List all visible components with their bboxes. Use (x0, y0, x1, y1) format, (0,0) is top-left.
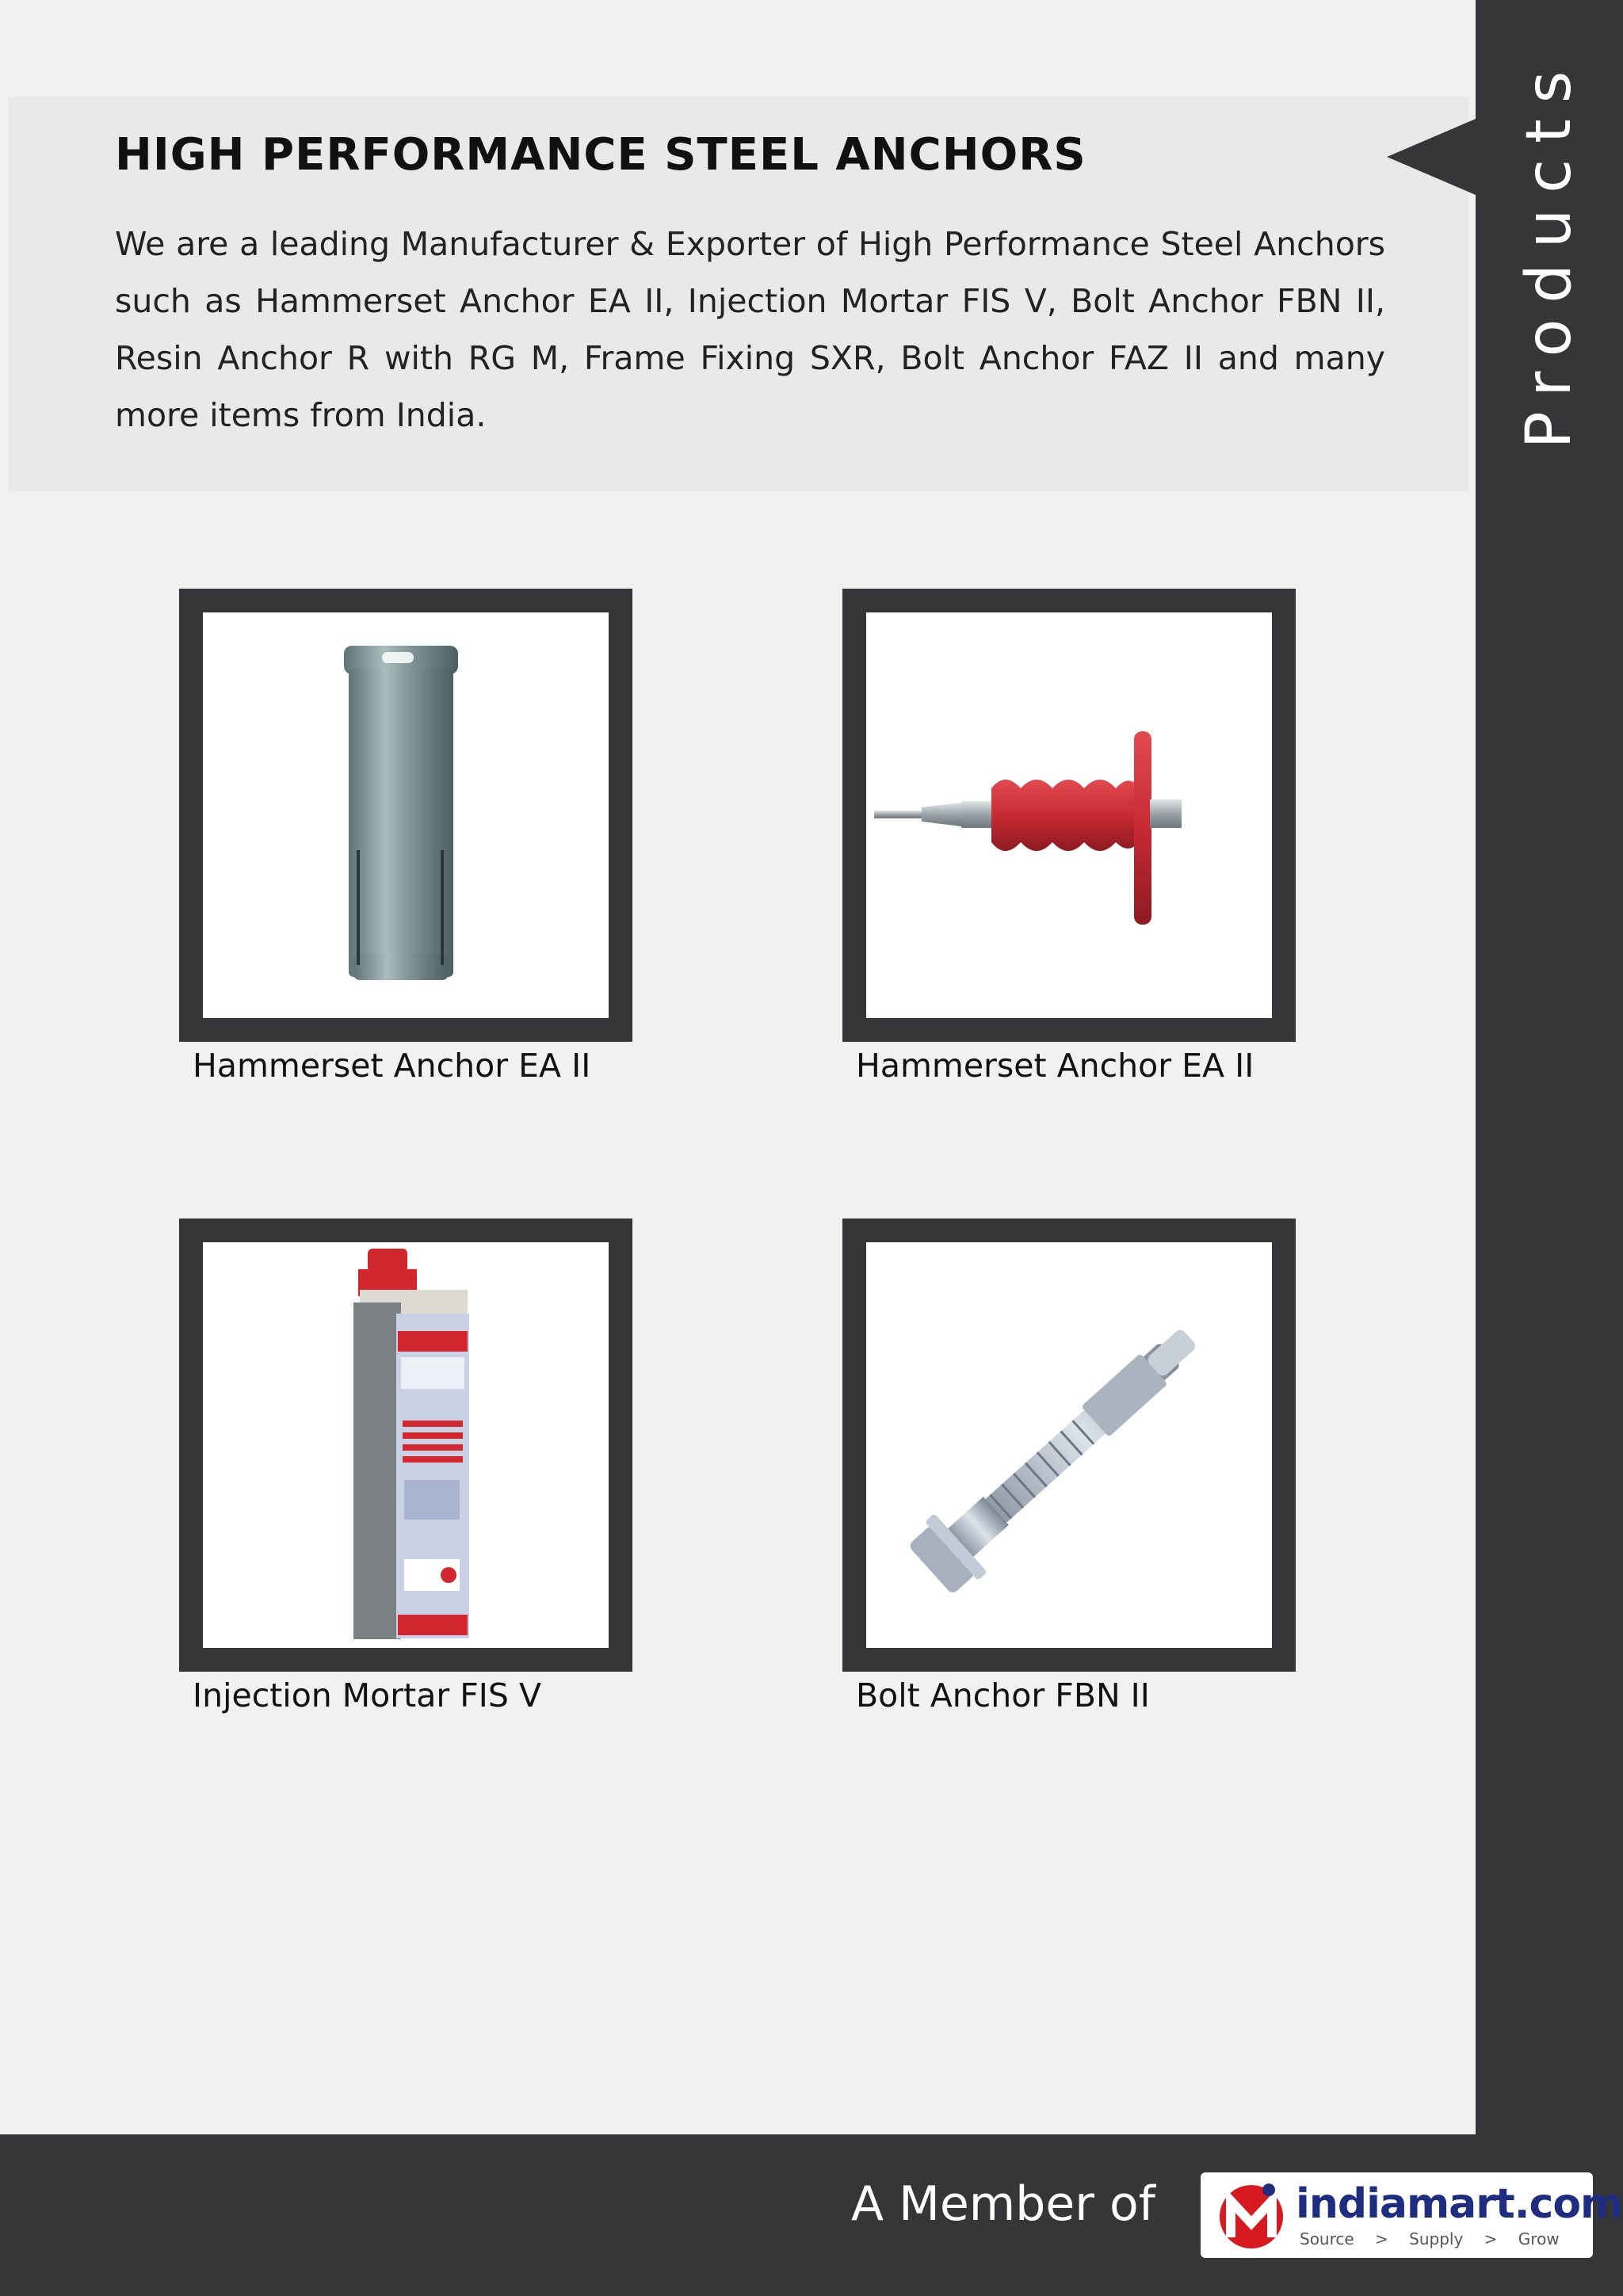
setting-tool-image (866, 612, 1272, 1018)
product-caption[interactable]: Hammerset Anchor EA II (193, 1047, 591, 1085)
product-card[interactable] (842, 1219, 1296, 1716)
member-text: A Member of (851, 2176, 1155, 2232)
product-image-frame[interactable] (179, 589, 632, 1042)
product-card[interactable] (179, 589, 632, 1086)
sidebar-pointer (1387, 119, 1476, 195)
product-image-frame[interactable] (179, 1219, 632, 1672)
indiamart-m-icon (1212, 2177, 1291, 2253)
product-caption[interactable]: Hammerset Anchor EA II (856, 1047, 1254, 1085)
product-image-frame[interactable] (842, 589, 1296, 1042)
wedge-bolt-image (866, 1242, 1272, 1648)
sidebar-label (1476, 0, 1623, 460)
sleeve-anchor-image (203, 612, 609, 1018)
product-caption[interactable]: Bolt Anchor FBN II (856, 1676, 1150, 1714)
indiamart-logo[interactable] (1201, 2172, 1623, 2258)
page-title: HIGH PERFORMANCE STEEL ANCHORS (115, 129, 1086, 181)
logo-tagline: Source > Supply > Grow (1300, 2229, 1560, 2248)
product-card[interactable] (842, 589, 1296, 1086)
intro-paragraph: We are a leading Manufacturer & Exporter of High Performance Steel Anchors such as Hammerset Anchor EA II, Injection Mortar FIS V, Bolt Anchor FBN II, Resin Anchor R with RG M, Frame Fixing SXR, Bolt Anchor FAZ II and many more items from India. (115, 225, 1385, 434)
product-image-frame[interactable] (842, 1219, 1296, 1672)
mortar-cartridge-image (203, 1242, 609, 1648)
logo-wordmark: indiamart.com (1296, 2180, 1623, 2228)
product-caption[interactable]: Injection Mortar FIS V (193, 1676, 541, 1714)
sidebar-label-text: Products (1514, 55, 1585, 449)
product-card[interactable] (179, 1219, 632, 1716)
